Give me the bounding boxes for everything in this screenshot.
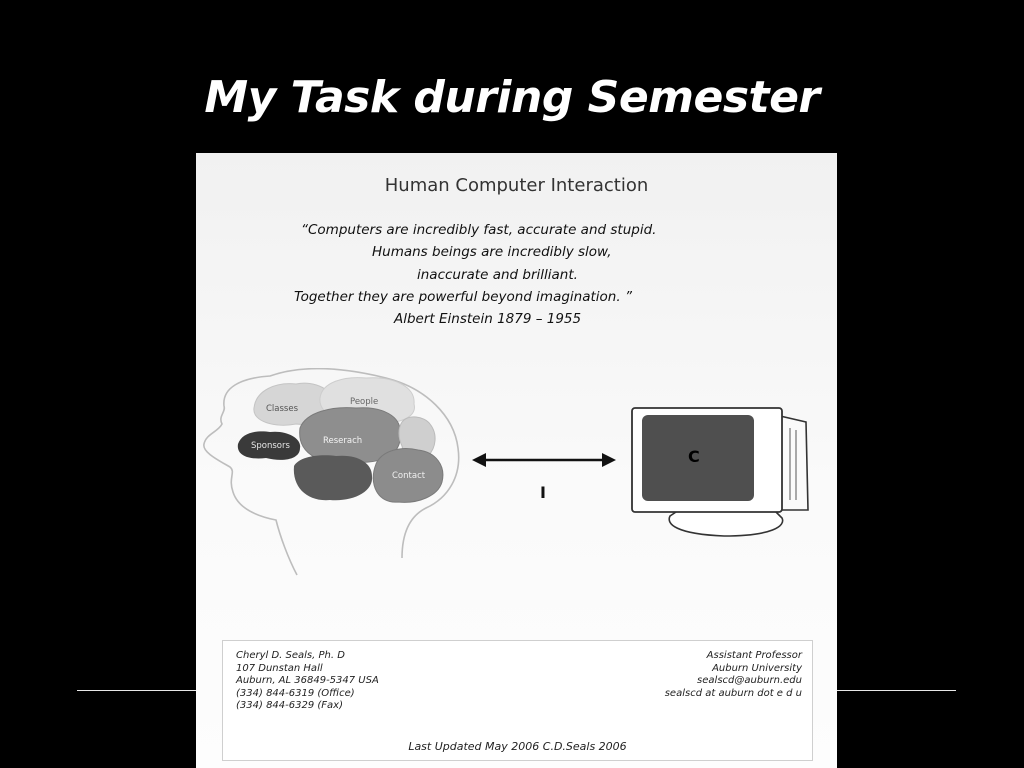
contact-name: Cheryl D. Seals, Ph. D [236, 650, 345, 661]
contact-fax: (334) 844-6329 (Fax) [236, 700, 343, 712]
einstein-quote [256, 219, 816, 330]
left-divider-line [77, 690, 197, 691]
poster-heading: Human Computer Interaction [384, 175, 649, 196]
interaction-label: I [540, 483, 546, 502]
quote-line: Humans beings are incredibly slow, [372, 244, 612, 261]
brain-label-contact: Contact [392, 471, 426, 481]
contact-position: Assistant Professor [706, 650, 802, 661]
contact-office: 107 Dunstan Hall [236, 662, 323, 674]
monitor-label: C [688, 447, 700, 466]
hci-poster [196, 153, 837, 768]
brain-label-research: Reserach [323, 436, 363, 446]
contact-card [222, 640, 813, 761]
brain-label-people: People [350, 397, 379, 407]
contact-university: Auburn University [712, 662, 802, 674]
contact-email: sealscd@auburn.edu [697, 675, 802, 687]
arrow-head-left [472, 453, 486, 467]
brain-label-classes: Classes [266, 404, 299, 414]
quote-attribution: Albert Einstein 1879 – 1955 [394, 311, 582, 328]
arrow-head-right [602, 453, 616, 467]
right-divider-line [836, 690, 956, 691]
hci-illustration [196, 368, 837, 588]
contact-phone: (334) 844-6319 (Office) [236, 687, 355, 699]
contact-email-spelled: sealscd at auburn dot e d u [664, 687, 802, 699]
quote-line: “Computers are incredibly fast, accurate and stupid. [301, 222, 657, 238]
last-updated-note: Last Updated May 2006 C.D.Seals 2006 [408, 740, 627, 753]
contact-address-block [236, 650, 379, 713]
brain-lobe-lower [294, 455, 372, 500]
contact-city: Auburn, AL 36849-5347 USA [236, 675, 379, 687]
brain-label-sponsors: Sponsors [251, 441, 290, 451]
quote-line: Together they are powerful beyond imagination. ” [294, 288, 632, 305]
slide-title: My Task during Semester [204, 72, 820, 123]
contact-title-block [665, 650, 802, 700]
quote-line: inaccurate and brilliant. [417, 266, 578, 283]
